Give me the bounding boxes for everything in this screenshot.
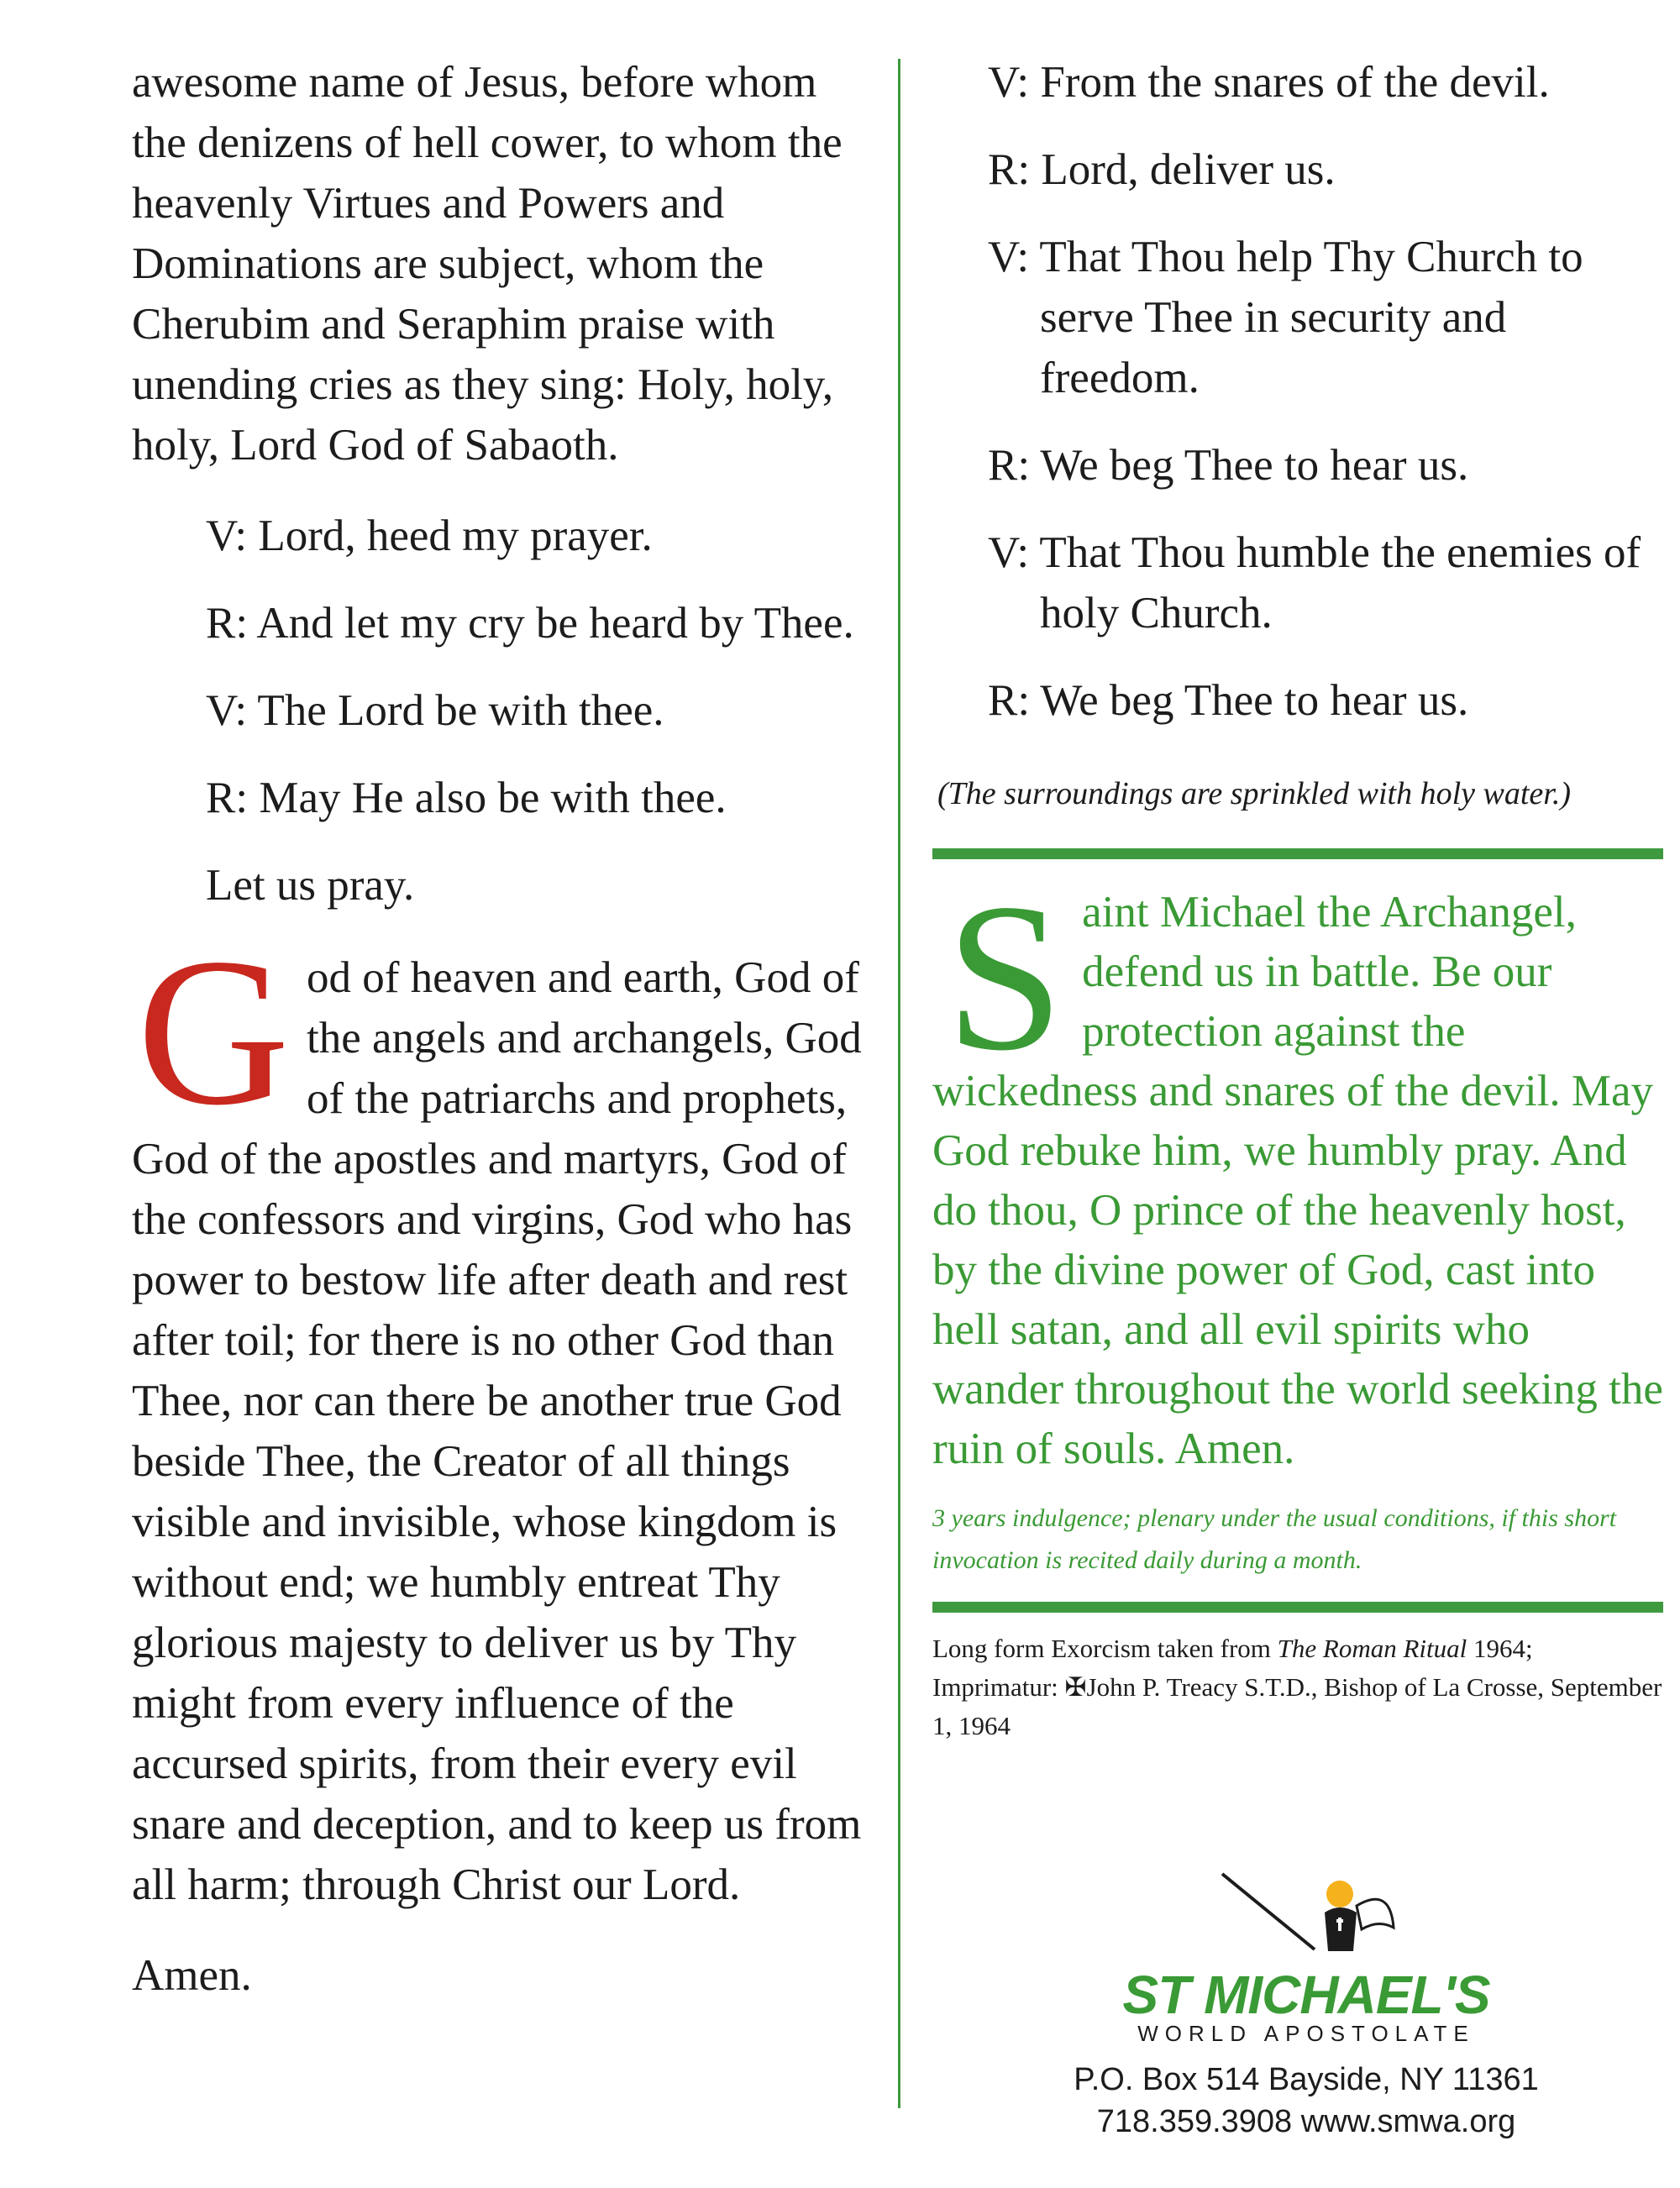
versicle-5: V: That Thou humble the enemies of holy Church. bbox=[988, 528, 1641, 638]
archangel-logo-icon bbox=[1214, 1869, 1399, 1970]
response-3: R: Lord, deliver us. bbox=[988, 145, 1336, 194]
org-logo-block bbox=[1071, 1869, 1541, 2143]
org-name: ST MICHAEL'S bbox=[1122, 1965, 1490, 2025]
let-us-pray: Let us pray. bbox=[206, 861, 415, 910]
column-divider bbox=[898, 59, 900, 2108]
rubric-holy-water: (The surroundings are sprinkled with holy water.) bbox=[937, 776, 1572, 811]
indulgence-note: 3 years indulgence; plenary under the usual conditions, if this short invocation is recited daily during a month. bbox=[932, 1504, 1617, 1574]
response-4: R: We beg Thee to hear us. bbox=[988, 441, 1469, 490]
exorcism-prayer bbox=[132, 914, 879, 1915]
green-rule-bottom bbox=[932, 1602, 1663, 1613]
versicle-4: V: That Thou help Thy Church to serve Thee in security and freedom. bbox=[988, 233, 1583, 402]
versicle-2: V: The Lord be with thee. bbox=[206, 686, 664, 735]
intro-paragraph: awesome name of Jesus, before whom the denizens of hell cower, to whom the heavenly Virtues and Powers and Dominations are subject, whom the Cherubim and Seraphim praise with unending cries as they sing: Holy, holy, holy, Lord God of Sabaoth. bbox=[132, 58, 843, 470]
right-column bbox=[932, 52, 1663, 1745]
source-title: The Roman Ritual bbox=[1277, 1634, 1467, 1663]
org-address: P.O. Box 514 Bayside, NY 11361 bbox=[1074, 2062, 1539, 2097]
versicle-1: V: Lord, heed my prayer. bbox=[206, 512, 653, 560]
drop-cap-g: G bbox=[137, 914, 290, 1149]
org-phone-web: 718.359.3908 www.smwa.org bbox=[1096, 2104, 1516, 2139]
green-rule-top bbox=[932, 848, 1663, 859]
st-michael-prayer bbox=[932, 859, 1663, 1479]
prayer-body: od of heaven and earth, God of the angels and archangels, God of the patriarchs and prophets, God of the apostles and martyrs, God of the confessors and virgins, God who has power to bestow life after death and rest after toil; for there is no other God than Thee, nor can there be another true God beside Thee, the Creator of all things visible and invisible, whose kingdom is without end; we humbly entreat Thy glorious majesty to deliver us by Thy might from every influence of the accursed spirits, from their every evil snare and deception, and to keep us from all harm; through Christ our Lord. bbox=[132, 953, 862, 1909]
versicle-3: V: From the snares of the devil. bbox=[988, 58, 1550, 107]
amen: Amen. bbox=[132, 1951, 252, 2000]
st-michael-prayer-text: aint Michael the Archangel, defend us in battle. Be our protection against the wickedness and snares of the devil. May God rebuke him, we humbly pray. And do thou, O prince of the heavenly host, by the divine power of God, cast into hell satan, and all evil spirits who wander throughout the world seeking the ruin of souls. Amen. bbox=[932, 888, 1663, 1473]
org-subtitle: WORLD APOSTOLATE bbox=[1137, 2021, 1475, 2046]
source-prefix: Long form Exorcism taken from bbox=[932, 1634, 1278, 1663]
response-1: R: And let my cry be heard by Thee. bbox=[206, 599, 854, 648]
source-note bbox=[932, 1629, 1663, 1745]
source-suffix: 1964; Imprimatur: ✠John P. Treacy S.T.D., Bishop of La Crosse, September 1, 1964 bbox=[932, 1634, 1662, 1740]
left-column bbox=[132, 52, 879, 2006]
response-5: R: We beg Thee to hear us. bbox=[988, 676, 1469, 725]
drop-cap-s: S bbox=[946, 859, 1064, 1094]
response-2: R: May He also be with thee. bbox=[206, 774, 727, 822]
